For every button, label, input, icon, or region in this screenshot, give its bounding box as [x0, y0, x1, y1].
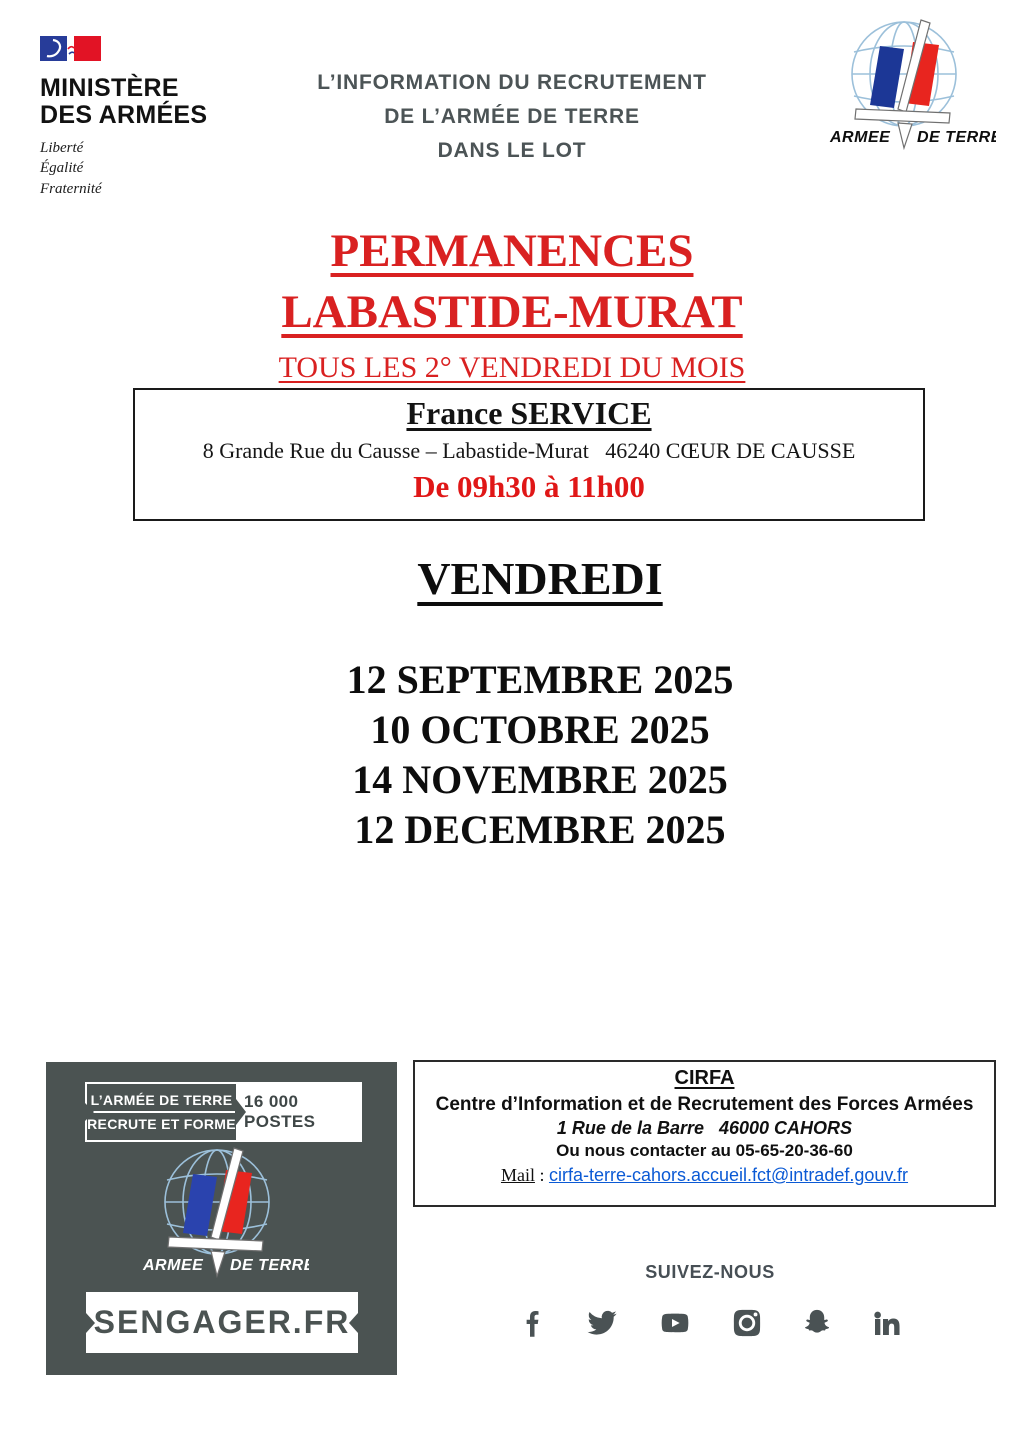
banner-left-notch [86, 1313, 95, 1333]
twitter-icon[interactable] [585, 1307, 619, 1339]
cirfa-email-link[interactable]: cirfa-terre-cahors.accueil.fct@intradef.gouv.fr [548, 1165, 909, 1185]
location-name: France SERVICE [406, 395, 652, 431]
army-logo-text-left: ARMEE [830, 129, 891, 146]
armee-de-terre-globe-sword-icon [820, 14, 996, 150]
ministry-name-line1: MINISTÈRE [40, 74, 179, 102]
weekday-title: VENDREDI [417, 553, 663, 604]
sengager-site-label: SENGAGER.FR [93, 1304, 351, 1340]
social-block [420, 1262, 1000, 1339]
recruitment-promo-box [46, 1062, 397, 1375]
badge-arrow-icon [236, 1099, 246, 1125]
ministry-name-line2: DES ARMÉES [40, 100, 208, 129]
cirfa-address: 1 Rue de la Barre 46000 CAHORS [556, 1118, 853, 1138]
sengager-banner[interactable] [86, 1292, 358, 1353]
main-title-block [0, 226, 1024, 385]
mail-label: Mail [500, 1165, 535, 1185]
title-labastide-murat: LABASTIDE-MURAT [281, 285, 743, 338]
armee-de-terre-logo-bottom [133, 1142, 309, 1283]
youtube-icon[interactable] [656, 1307, 694, 1339]
social-icons-row [420, 1307, 1000, 1339]
french-flag-marianne-icon [40, 36, 104, 61]
motto-liberte: Liberté [40, 140, 84, 156]
location-box [133, 388, 925, 521]
title-permanences: PERMANENCES [330, 225, 694, 277]
location-address: 8 Grande Rue du Causse – Labastide-Murat 46240 CŒUR DE CAUSSE [202, 438, 856, 463]
date-item: 10 OCTOBRE 2025 [370, 707, 710, 752]
location-hours: De 09h30 à 11h00 [413, 469, 645, 504]
army-logo-text-right: DE TERRE [917, 129, 996, 146]
cirfa-full-name: Centre d’Information et de Recrutement des Forces Armées [435, 1094, 974, 1115]
recruitment-info-title [212, 66, 812, 168]
badge-posts-count: 16 000 POSTES [244, 1092, 316, 1131]
badge-line2: RECRUTE ET FORME [87, 1116, 236, 1132]
badge-line1: L’ARMÉE DE TERRE [88, 1092, 236, 1113]
instagram-icon[interactable] [731, 1307, 763, 1339]
cirfa-phone: Ou nous contacter au 05-65-20-36-60 [556, 1141, 853, 1160]
cirfa-contact-box [413, 1060, 996, 1207]
info-title-line1: L’INFORMATION DU RECRUTEMENT [317, 71, 707, 94]
date-item: 12 DECEMBRE 2025 [354, 807, 726, 852]
army-logo-text-left: ARMEE [143, 1257, 204, 1274]
armee-de-terre-logo-top [820, 14, 996, 155]
date-item: 12 SEPTEMBRE 2025 [346, 657, 734, 702]
title-subtitle: TOUS LES 2° VENDREDI DU MOIS [278, 351, 746, 385]
recruitment-badge [85, 1082, 362, 1142]
motto-egalite: Égalité [40, 160, 84, 177]
cirfa-title: CIRFA [674, 1067, 735, 1089]
facebook-icon[interactable] [518, 1307, 548, 1339]
info-title-line2: DE L’ARMÉE DE TERRE [384, 105, 640, 129]
badge-left-panel [85, 1082, 238, 1142]
follow-us-label: SUIVEZ-NOUS [645, 1262, 775, 1282]
armee-de-terre-globe-sword-icon [133, 1142, 309, 1278]
snapchat-icon[interactable] [800, 1307, 834, 1339]
date-item: 14 NOVEMBRE 2025 [352, 757, 728, 802]
ministry-logo-block [40, 36, 240, 199]
mail-separator: : [534, 1165, 549, 1185]
motto-fraternite: Fraternité [40, 180, 102, 197]
badge-left-notch [85, 1103, 94, 1121]
cirfa-mail-line [415, 1165, 994, 1186]
dates-list [56, 655, 1024, 855]
army-logo-text-right: DE TERRE [230, 1257, 309, 1274]
info-title-line3: DANS LE LOT [437, 139, 587, 163]
weekday-block [56, 552, 1024, 605]
banner-right-notch [349, 1313, 358, 1333]
linkedin-icon[interactable] [871, 1307, 903, 1339]
